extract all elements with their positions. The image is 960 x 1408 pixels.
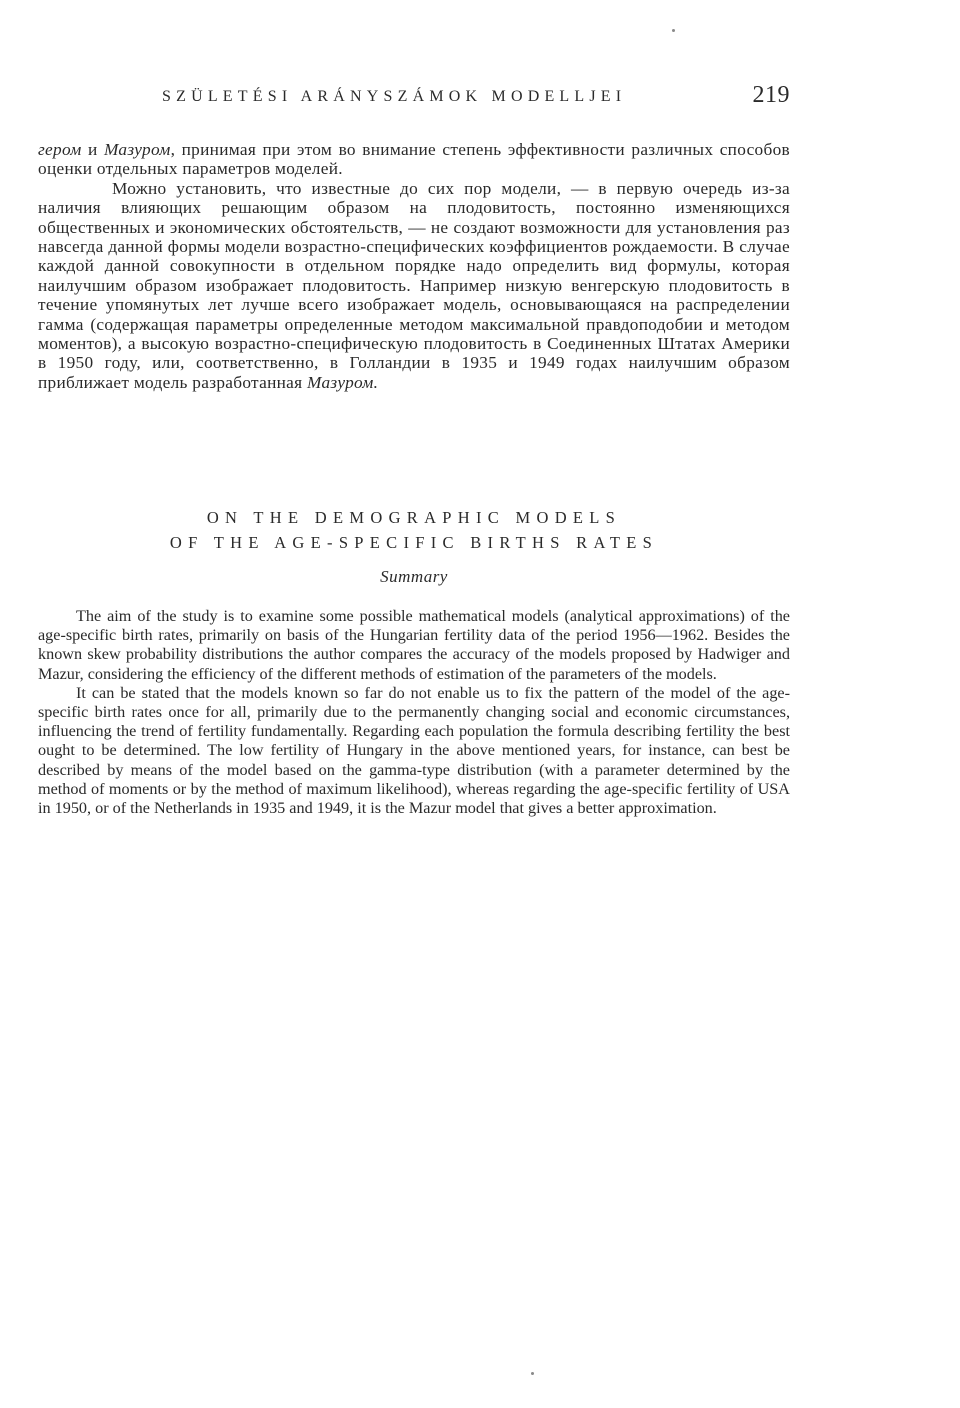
- running-title: SZÜLETÉSI ARÁNYSZÁMOK MODELLJEI: [162, 88, 627, 105]
- russian-join: и: [81, 140, 104, 159]
- running-head: [38, 82, 790, 112]
- russian-italic-name: Мазуром.: [307, 372, 379, 392]
- russian-text-block: [38, 140, 790, 392]
- page-number: 219: [752, 82, 790, 108]
- scan-speck: [531, 1372, 534, 1375]
- russian-paragraph-1: [38, 140, 790, 179]
- english-paragraph-2: It can be stated that the models known so far do not enable us to fix the pattern of the model of the age-specific birth rates once for all, primarily due to the permanently changing social and economic circumstances, influencing the trend of fertility fundamentally. Regarding each population the formula describing fertility the best ought to be determined. The low fertility of Hungary in the above mentioned years, for instance, can best be described by means of the model based on the gamma-type distribution (with a parameter determined by the method of moments or by the method of maximum likelihood), whereas regarding the age-specific fertility of USA in 1950, or of the Netherlands in 1935 and 1949, it is the Mazur model that gives a better approximation.: [38, 683, 790, 818]
- russian-text-segment: Можно установить, что известные до сих пор модели, — в первую очередь из-за наличия влияющих решающим образом на плодовитость, постоянно изменяющихся общественных и экономических обстоятельств, — не создают возможности для установления раз навсегда данной формы модели возрастно-специфических коэффициентов рождаемости. В случае каждой данной совокупности в отдельном порядке надо определить вид формулы, которая наилучшим образом изображает плодовитость. Например низкую венгерскую плодовитость в течение упомянутых лет лучше всего изображает модель, основывающаяся на распределении гамма (содержащая параметры определенные методом максимальной правдоподобии и методом моментов), а высокую возрастно-специфическую плодовитость в Соединенных Штатах Америки в 1950 году, или, соответственно, в Голландии в 1935 и 1949 годах наилучшим образом приближает модель разработанная: [38, 178, 790, 392]
- english-summary-title: [38, 505, 790, 587]
- russian-text-segment: , принимая при этом во внимание степень эффективности различных способов оценки отдельных параметров моделей.: [38, 140, 790, 179]
- title-line-1: ON THE DEMOGRAPHIC MODELS: [206, 508, 622, 527]
- summary-heading: Summary: [380, 567, 448, 586]
- english-paragraph-1: The aim of the study is to examine some possible mathematical models (analytical approximations) of the age-specific birth rates, primarily on basis of the Hungarian fertility data of the period 1956—1962. Besides the known skew probability distributions the author compares the accuracy of the models proposed by Hadwiger and Mazur, considering the efficiency of the different methods of estimation of the parameters of the models.: [38, 607, 790, 683]
- russian-italic-word: гером: [38, 140, 82, 159]
- title-line-2: OF THE AGE-SPECIFIC BIRTHS RATES: [169, 533, 659, 552]
- english-summary-text: [38, 607, 790, 818]
- russian-italic-name: Мазуром: [103, 140, 171, 159]
- russian-paragraph-2: [38, 179, 790, 392]
- scan-speck: [672, 29, 675, 32]
